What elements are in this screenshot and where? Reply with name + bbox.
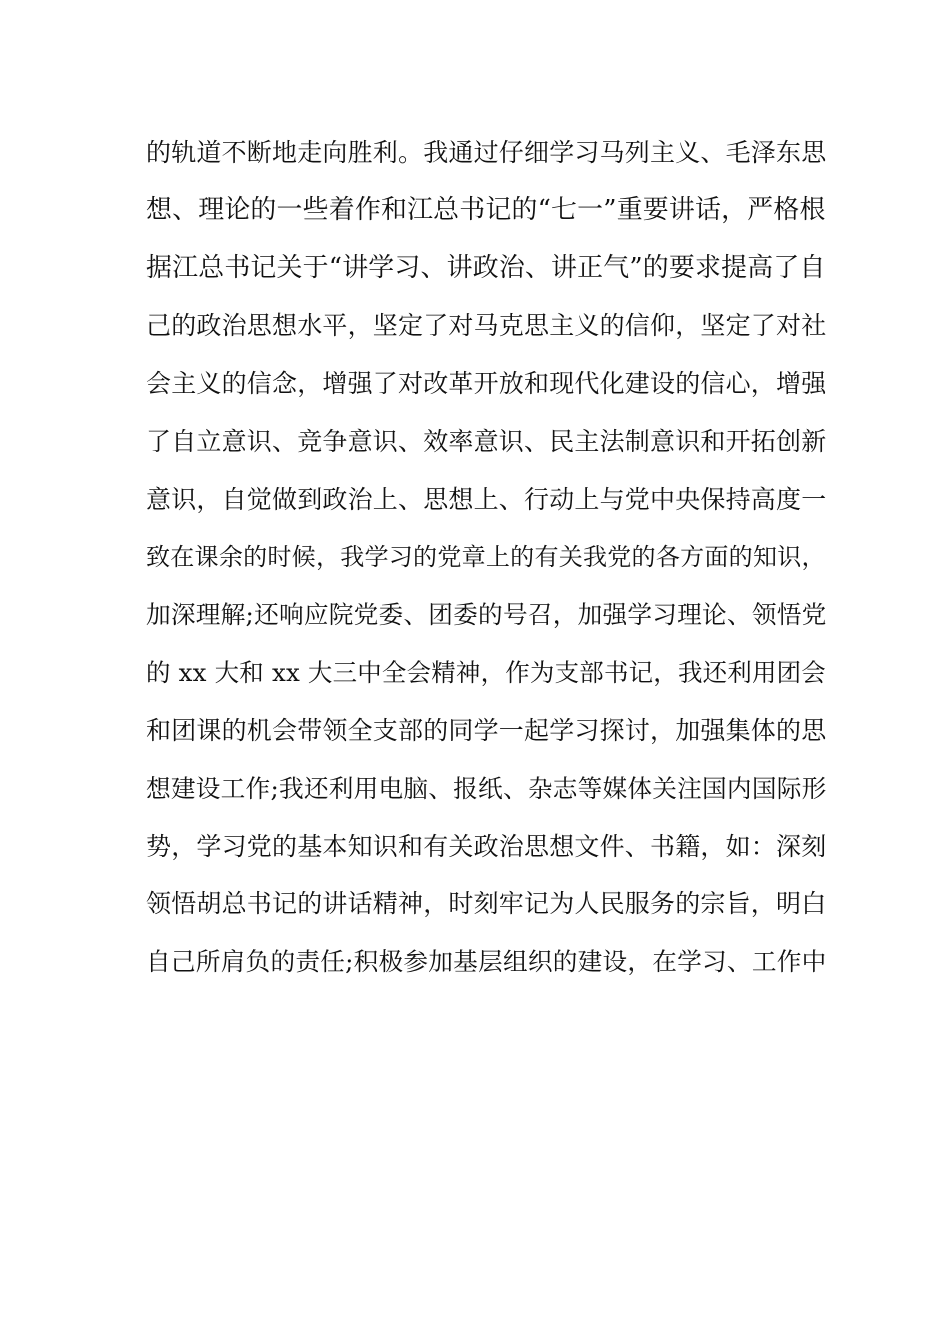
text-line: 会主义的信念，增强了对改革开放和现代化建设的信心，增强 <box>146 369 827 399</box>
text-line: 自己所肩负的责任;积极参加基层组织的建设，在学习、工作中 <box>146 947 827 977</box>
text-line: 的 xx 大和 xx 大三中全会精神，作为支部书记，我还利用团会 <box>146 658 826 688</box>
text-line: 势，学习党的基本知识和有关政治思想文件、书籍，如：深刻 <box>146 831 827 861</box>
text-line: 了自立意识、竞争意识、效率意识、民主法制意识和开拓创新 <box>146 426 827 456</box>
text-line: 想、理论的一些着作和江总书记的“七一”重要讲话，严格根 <box>146 194 826 225</box>
text-line: 己的政治思想水平，坚定了对马克思主义的信仰，坚定了对社 <box>146 311 827 341</box>
text-line: 领悟胡总书记的讲话精神，时刻牢记为人民服务的宗旨，明白 <box>146 889 827 919</box>
text-line: 据江总书记关于“讲学习、讲政治、讲正气”的要求提高了自 <box>146 252 826 283</box>
body-text <box>146 131 826 998</box>
text-line: 想建设工作;我还利用电脑、报纸、杂志等媒体关注国内国际形 <box>146 773 827 803</box>
text-line: 和团课的机会带领全支部的同学一起学习探讨，加强集体的思 <box>146 715 827 745</box>
text-line: 加深理解;还响应院党委、团委的号召，加强学习理论、领悟党 <box>146 600 827 630</box>
text-line: 的轨道不断地走向胜利。我通过仔细学习马列主义、毛泽东思 <box>146 138 827 167</box>
text-line: 致在课余的时候，我学习的党章上的有关我党的各方面的知识， <box>146 542 826 571</box>
text-line: 意识，自觉做到政治上、思想上、行动上与党中央保持高度一 <box>146 484 827 514</box>
